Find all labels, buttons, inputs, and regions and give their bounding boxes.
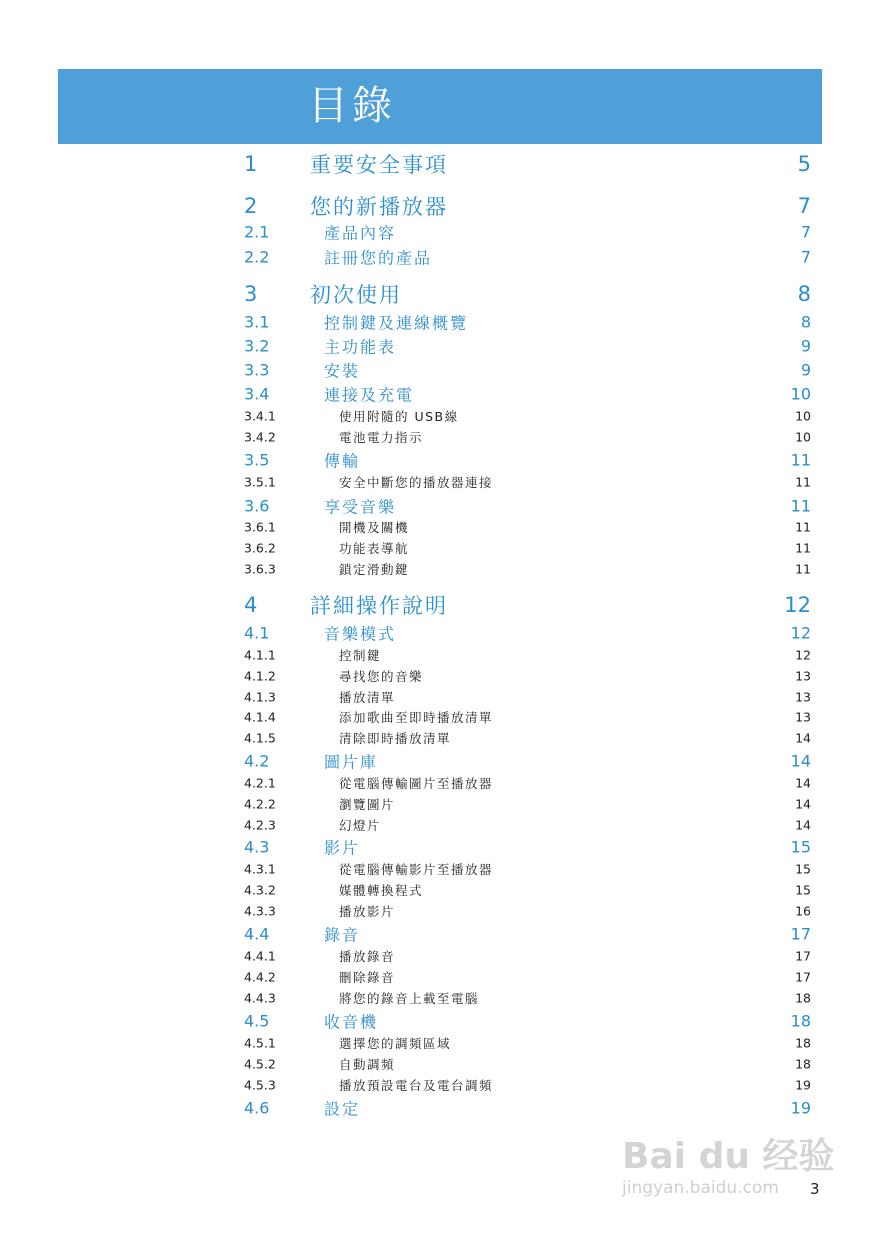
toc-number: 3.4.1 — [244, 408, 276, 424]
toc-entry[interactable] — [244, 152, 811, 188]
toc-title: 享受音樂 — [324, 497, 397, 517]
toc-number: 3.2 — [244, 336, 270, 356]
toc-title: 幻燈片 — [339, 818, 382, 833]
toc-number: 4.5 — [244, 1011, 270, 1031]
toc-title: 初次使用 — [310, 283, 402, 307]
toc-title: 瀏覽圖片 — [339, 797, 396, 812]
page-number: 3 — [810, 1180, 820, 1198]
toc-title: 產品內容 — [324, 223, 397, 243]
toc-title: 清除即時播放清單 — [339, 731, 452, 746]
toc-number: 3.4 — [244, 384, 270, 404]
toc-number: 4.4.2 — [244, 969, 276, 985]
toc-page: 10 — [790, 384, 811, 404]
toc-page: 13 — [795, 709, 811, 725]
toc-title: 控制鍵 — [339, 648, 382, 663]
toc-entry[interactable] — [244, 384, 811, 418]
toc-title: 音樂模式 — [324, 624, 397, 644]
toc-title: 安全中斷您的播放器連接 — [339, 475, 494, 490]
toc-number: 4.3.3 — [244, 903, 276, 919]
toc-page: 10 — [795, 408, 811, 424]
toc-title: 錄音 — [324, 925, 361, 945]
toc-title: 開機及關機 — [339, 520, 410, 535]
toc-number: 4.1.4 — [244, 709, 276, 725]
toc-number: 3.6.1 — [244, 519, 276, 535]
toc-number: 2.1 — [244, 222, 270, 242]
toc-number: 2.2 — [244, 247, 270, 267]
toc-title: 刪除錄音 — [339, 970, 396, 985]
toc-number: 3 — [244, 282, 258, 306]
toc-page: 15 — [795, 882, 811, 898]
toc-number: 3.6 — [244, 496, 270, 516]
toc-entry[interactable] — [244, 247, 811, 281]
toc-page: 7 — [797, 194, 811, 218]
toc-number: 3.5 — [244, 450, 270, 470]
toc-page: 11 — [795, 540, 811, 556]
toc-title: 連接及充電 — [324, 385, 415, 405]
toc-number: 4.1.3 — [244, 689, 276, 705]
toc-entry[interactable] — [244, 623, 811, 657]
toc-page: 9 — [800, 336, 811, 356]
toc-page: 14 — [795, 796, 811, 812]
toc-number: 4.2 — [244, 751, 270, 771]
toc-page: 10 — [795, 429, 811, 445]
toc-title: 主功能表 — [324, 337, 397, 357]
toc-number: 2 — [244, 194, 258, 218]
toc-title: 您的新播放器 — [310, 195, 448, 219]
toc-title: 詳細操作說明 — [310, 594, 448, 618]
toc-page: 17 — [790, 924, 811, 944]
toc-entry[interactable] — [244, 924, 811, 958]
toc-title: 播放錄音 — [339, 949, 396, 964]
toc-title: 控制鍵及連線概覽 — [324, 313, 469, 333]
toc-title: 尋找您的音樂 — [339, 669, 424, 684]
toc-number: 3.1 — [244, 312, 270, 332]
watermark-logo: Bai du 经验 — [622, 1136, 835, 1177]
toc-title: 重要安全事項 — [310, 153, 448, 177]
toc-title: 傳輸 — [324, 451, 361, 471]
toc-number: 4.4.1 — [244, 948, 276, 964]
toc-number: 4.3.1 — [244, 861, 276, 877]
toc-page: 13 — [795, 689, 811, 705]
toc-page: 18 — [795, 1056, 811, 1072]
page-title: 目錄 — [308, 83, 396, 129]
toc-entry[interactable] — [244, 751, 811, 785]
toc-page: 18 — [795, 1035, 811, 1051]
toc-title: 播放影片 — [339, 904, 396, 919]
toc-title: 添加歌曲至即時播放清單 — [339, 710, 494, 725]
toc-page: 19 — [790, 1098, 811, 1118]
toc-number: 3.6.3 — [244, 561, 276, 577]
toc-title: 功能表導航 — [339, 541, 410, 556]
toc-title: 收音機 — [324, 1012, 379, 1032]
toc-number: 4.4 — [244, 924, 270, 944]
toc-title: 選擇您的調頻區域 — [339, 1036, 452, 1051]
toc-title: 設定 — [324, 1099, 361, 1119]
toc-page: 17 — [795, 969, 811, 985]
header-band — [58, 69, 822, 144]
toc-page: 14 — [795, 817, 811, 833]
toc-page: 11 — [795, 519, 811, 535]
watermark-url: jingyan.baidu.com — [622, 1178, 779, 1198]
toc-page: 7 — [800, 247, 811, 267]
toc-page: 9 — [800, 360, 811, 380]
toc-number: 3.4.2 — [244, 429, 276, 445]
toc-title: 影片 — [324, 838, 361, 858]
toc-page: 7 — [800, 222, 811, 242]
toc-page: 12 — [795, 647, 811, 663]
toc-title: 安裝 — [324, 361, 361, 381]
toc-page: 19 — [795, 1077, 811, 1093]
toc-page: 12 — [790, 623, 811, 643]
toc-number: 4.1.5 — [244, 730, 276, 746]
toc-page: 14 — [790, 751, 811, 771]
toc-title: 將您的錄音上載至電腦 — [339, 991, 480, 1006]
toc-number: 3.5.1 — [244, 474, 276, 490]
toc-title: 媒體轉換程式 — [339, 883, 424, 898]
toc-entry[interactable] — [244, 1011, 811, 1045]
toc-title: 從電腦傳輸影片至播放器 — [339, 862, 494, 877]
toc-title: 自動調頻 — [339, 1057, 396, 1072]
toc-number: 1 — [244, 152, 258, 176]
toc-page: 15 — [790, 837, 811, 857]
toc-page: 11 — [795, 474, 811, 490]
toc-number: 4.6 — [244, 1098, 270, 1118]
toc-page: 14 — [795, 730, 811, 746]
toc-title: 鎖定滑動鍵 — [339, 562, 410, 577]
toc-number: 4.2.1 — [244, 775, 276, 791]
toc-title: 播放預設電台及電台調頻 — [339, 1078, 494, 1093]
toc-page: 18 — [795, 990, 811, 1006]
toc-page: 5 — [797, 152, 811, 176]
toc-title: 從電腦傳輸圖片至播放器 — [339, 776, 494, 791]
toc-page: 17 — [795, 948, 811, 964]
toc-page: 14 — [795, 775, 811, 791]
toc-number: 4.1.2 — [244, 668, 276, 684]
toc-page: 12 — [784, 593, 811, 617]
toc-number: 3.6.2 — [244, 540, 276, 556]
toc-title: 電池電力指示 — [339, 430, 424, 445]
toc-title: 圖片庫 — [324, 752, 379, 772]
toc-title: 使用附隨的 USB線 — [339, 409, 459, 424]
toc-page: 8 — [800, 312, 811, 332]
toc-number: 4.2.3 — [244, 817, 276, 833]
toc-page: 16 — [795, 903, 811, 919]
toc-number: 4.1 — [244, 623, 270, 643]
toc-number: 4.3.2 — [244, 882, 276, 898]
toc-number: 4.5.2 — [244, 1056, 276, 1072]
toc-page: 18 — [790, 1011, 811, 1031]
toc-number: 4.4.3 — [244, 990, 276, 1006]
toc-number: 4 — [244, 593, 258, 617]
toc-number: 4.1.1 — [244, 647, 276, 663]
toc-page: 13 — [795, 668, 811, 684]
toc-number: 3.3 — [244, 360, 270, 380]
toc-number: 4.2.2 — [244, 796, 276, 812]
toc-page: 15 — [795, 861, 811, 877]
toc-number: 4.5.3 — [244, 1077, 276, 1093]
toc-page: 8 — [797, 282, 811, 306]
toc-title: 播放清單 — [339, 690, 396, 705]
toc-page: 11 — [790, 496, 811, 516]
toc-title: 註冊您的產品 — [324, 248, 433, 268]
toc-page: 11 — [795, 561, 811, 577]
toc-entry[interactable] — [244, 450, 811, 484]
toc-page: 11 — [790, 450, 811, 470]
toc-entry[interactable] — [244, 837, 811, 871]
toc-number: 4.3 — [244, 837, 270, 857]
toc-number: 4.5.1 — [244, 1035, 276, 1051]
